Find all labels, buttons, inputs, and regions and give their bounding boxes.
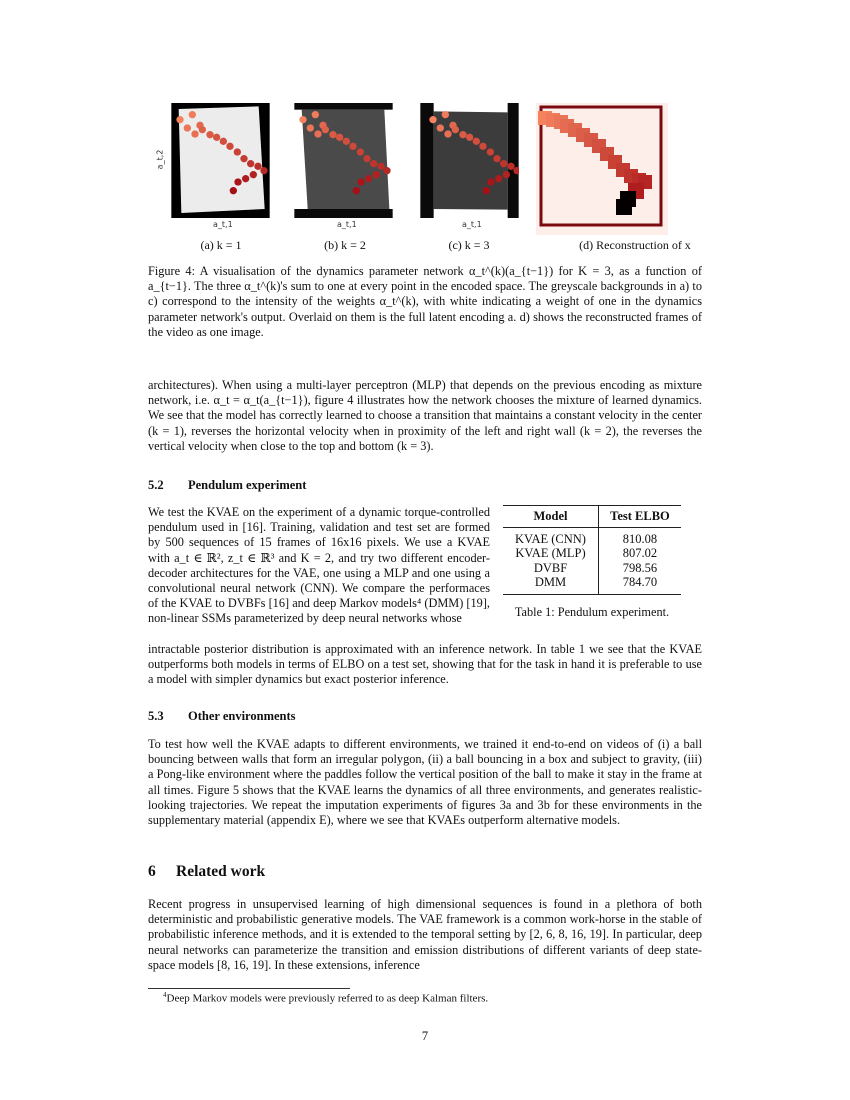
section-title: Related work [176,863,266,880]
subcaption-b: (b) k = 2 [324,238,366,252]
section-heading-6 [148,863,265,881]
table-cell: KVAE (MLP) [515,546,586,560]
section-title: Pendulum experiment [188,478,307,492]
weight-map-k3 [420,103,519,218]
latent-point [312,111,319,118]
latent-point [189,111,196,118]
figure-panel-a [171,103,270,218]
latent-point [230,187,237,194]
latent-point [444,130,451,137]
latent-point [479,143,486,150]
latent-point [299,116,306,123]
table-header-model: Model [533,509,568,523]
latent-point [365,175,372,182]
footnote-rule [148,988,350,989]
latent-point [373,171,380,178]
section-number: 6 [148,863,156,880]
latent-point [307,124,314,131]
latent-point [322,126,329,133]
latent-point [343,138,350,145]
table-cell: 810.08 [598,527,681,546]
table-cell: 798.56 [598,561,681,576]
latent-point [260,167,267,174]
weight-map-k1 [171,103,270,218]
latent-point [176,116,183,123]
table-1 [503,505,681,620]
latent-point [452,126,459,133]
latent-point [442,111,449,118]
table-cell: DVBF [533,560,568,575]
subcaption-a: (a) k = 1 [200,238,242,252]
section-number: 5.2 [148,478,164,492]
reconstruction-image [536,103,668,235]
section-heading-5-2 [148,478,306,493]
section-heading-5-3 [148,709,296,724]
latent-point [206,131,213,138]
figure-panel-d [536,103,668,235]
paragraph-mixture-network: architectures). When using a multi-layer perceptron (MLP) that depends on the previous encoding as mixture network, i.e. α_t = α_t(a_{t−1}), figure 4 illustrates how the network chooses the mixture of learned dynamics. We see that the model has correctly learned to choose a transition that maintains a constant velocity in the center (k = 1), reverses the horizontal velocity when in proximity of the left and right wall (k = 2), the reverses the vertical velocity when close to the top and bottom (k = 3). [148,378,702,453]
footnote-mark: 4 [163,991,167,999]
y-axis-label-a: a_t,2 [155,149,165,170]
latent-point [213,134,220,141]
table-header-elbo: Test ELBO [598,506,681,528]
table-cell: DMM [534,575,567,589]
latent-point [473,138,480,145]
figure-caption: Figure 4: A visualisation of the dynamics parameter network α_t^(k)(a_{t−1}) for K = 3, as a function of a_{t−1}. The three α_t^(k)'s sum to one at every point in the encoded space. The greyscale backgrounds in a) to c) correspond to the intensity of the weights α_t^(k), with white indicating a weight of one in the dynamics parameter network's output. Overlaid on them is the full latent encoding a. d) shows the reconstructed frames of the video as one image. [148,264,702,339]
latent-point [234,178,241,185]
latent-point [495,175,502,182]
latent-point [487,178,494,185]
latent-point [363,155,370,162]
weight-map-k2 [294,103,393,218]
latent-point [254,163,261,170]
latent-point [437,124,444,131]
latent-point [247,160,254,167]
paragraph-pendulum-wrapped: We test the KVAE on the experiment of a dynamic torque-controlled pendulum used in [16]. Training, validation and test set are formed by 500 sequences of 15 frames of 16x16 pixels. We use a KVAE with a_t ∈ ℝ², z_t ∈ ℝ³ and K = 2, and try two different encoder-decoder architectures for the VAE, one using a MLP and one using a convolutional neural network (CNN). We compare the performaces of the KVAE to DVBFs [16] and deep Markov models⁴ (DMM) [19], non-linear SSMs parameterized by deep neural networks whose [148,505,490,626]
latent-point [357,178,364,185]
paragraph-other-environments: To test how well the KVAE adapts to different environments, we trained it end-to-end on videos of (i) a ball bouncing between walls that form an irregular polygon, (ii) a ball bouncing in a box and subject to gravity, (iii) a Pong-like environment where the paddles follow the vertical position of the ball to make it stay in the frame at all times. Figure 5 shows that the KVAE learns the dynamics of all three environments, and generates realistic-looking trajectories. We repeat the imputation experiments of figures 3a and 3b for these environments in the supplementary material (appendix E), where we see that KVAEs outperform alternative models. [148,737,702,828]
figure-panel-b [294,103,393,218]
latent-point [242,175,249,182]
table-cell: 807.02 [598,546,681,561]
section-title: Other environments [188,709,296,723]
latent-point [250,171,257,178]
table-cell: 784.70 [598,575,681,594]
latent-point [353,187,360,194]
latent-point [466,134,473,141]
latent-point [240,155,247,162]
latent-point [487,148,494,155]
reconstructed-frame [616,199,632,215]
latent-point [336,134,343,141]
latent-point [507,163,514,170]
footnote-text: Deep Markov models were previously referred to as deep Kalman filters. [166,992,489,1005]
latent-point [220,138,227,145]
paragraph-related-work: Recent progress in unsupervised learning of high dimensional sequences is found in a plethora of both deterministic and probabilistic generative models. The VAE framework is a common work-horse in the stable of probabilistic inference methods, and it is extended to the temporal setting by [2, 6, 8, 16, 19]. In particular, deep neural networks can parameterize the transition and emission distributions of different variants of deep state-space models [8, 16, 19]. In these extensions, inference [148,897,702,972]
figure-panel-c [420,103,519,218]
latent-point [314,130,321,137]
latent-point [503,171,510,178]
latent-point [370,160,377,167]
latent-point [226,143,233,150]
latent-point [500,160,507,167]
page-number: 7 [421,1029,429,1043]
subcaption-c: (c) k = 3 [448,238,490,252]
table-caption: Table 1: Pendulum experiment. [514,604,670,619]
latent-point [357,148,364,155]
paragraph-pendulum-full: intractable posterior distribution is approximated with an inference network. In table 1 we see that the KVAE outperforms both models in terms of ELBO on a test set, showing that for the task in hand it is preferable to use a model with simpler dynamics but exact posterior inference. [148,642,702,687]
section-number: 5.3 [148,709,164,723]
latent-point [429,116,436,123]
subcaption-d: (d) Reconstruction of x [579,238,691,252]
latent-point [199,126,206,133]
latent-point [234,148,241,155]
latent-point [191,130,198,137]
x-axis-label-b: a_t,1 [337,220,357,229]
latent-point [383,167,390,174]
latent-point [329,131,336,138]
latent-point [493,155,500,162]
latent-point [483,187,490,194]
latent-point [349,143,356,150]
table-cell: KVAE (CNN) [515,531,586,546]
latent-point [377,163,384,170]
results-table [503,505,681,595]
latent-point [459,131,466,138]
latent-point [184,124,191,131]
footnote [163,991,488,1005]
x-axis-label-c: a_t,1 [462,220,482,229]
x-axis-label-a: a_t,1 [213,220,233,229]
